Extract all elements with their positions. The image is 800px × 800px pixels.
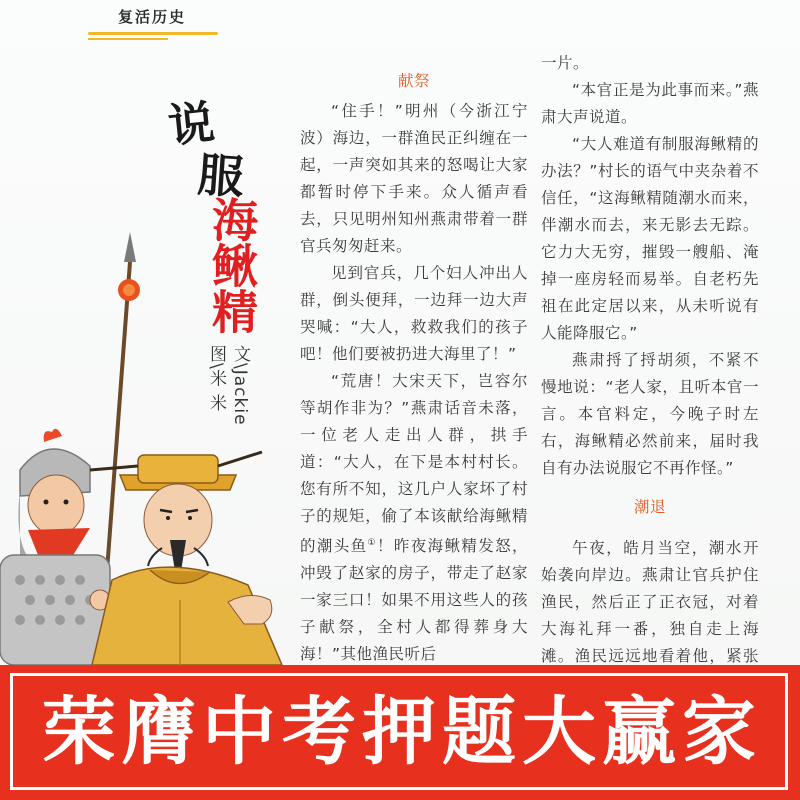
- guard-figure-illustration: [0, 429, 110, 665]
- text-column-2: [541, 50, 759, 697]
- paragraph: “住手！”明州（今浙江宁波）海边，一群渔民正纠缠在一起，一声突如其来的怒喝让大家都暂时停下手来。众人循声看去，只见明州知州燕肃带着一群官兵匆匆赶来。: [300, 102, 528, 255]
- section-heading-ebb: 潮退: [633, 498, 666, 516]
- official-figure-illustration: [90, 452, 282, 665]
- footnote-marker: ①: [367, 538, 377, 548]
- title-red: 海鳅精: [205, 196, 259, 334]
- promo-banner-text: 荣膺中考押题大赢家: [42, 689, 762, 775]
- paragraph: “大人难道有制服海鳅精的办法？”村长的语气中夹杂着不信任，“这海鳅精随潮水而来，伴潮水而去，来无影去无踪。它力大无穷，摧毁一艘船、淹掉一座房轻而易举。自老朽先祖在此定居以来，从未听说有人能降服它。”: [541, 135, 759, 342]
- section-heading-sacrifice: 献祭: [397, 72, 430, 90]
- paragraph-text: ！昨夜海鳅精发怒，冲毁了赵家的房子，带走了赵家一家三口！如果不用这些人的孩子献祭，全村人都得葬身大海！”其他渔民听后: [300, 537, 528, 664]
- column-label: 复活历史: [118, 8, 187, 26]
- paragraph: 一片。: [541, 54, 590, 72]
- title-char-2: 服: [195, 147, 246, 205]
- byline-illustrator: 图\米 米: [206, 345, 226, 413]
- title-char-1: 说: [165, 94, 218, 154]
- byline-author: 文\Jackie: [230, 345, 250, 426]
- paragraph: 午夜，皓月当空，潮水开始袭向岸边。燕肃让官兵护住渔民，然后正了正衣冠，对着大海礼拜一番，独自走上海滩。渔民远远地看着他，紧张: [541, 539, 759, 665]
- paragraph-text: “荒唐！大宋天下，岂容尔等胡作非为？”燕肃话音未落，一位老人走出人群，拱手道：“大人，在下是本村村长。您有所不知，这几户人家坏了村子的规矩，偷了本该献给海鳅精的潮头鱼: [300, 372, 528, 556]
- paragraph: “本官正是为此事而来。”燕肃大声说道。: [541, 81, 759, 126]
- paragraph: 燕肃捋了捋胡须，不紧不慢地说：“老人家，且听本官一言。本官料定，今晚子时左右，海鳅精必然前来，届时我自有办法说服它不再作怪。”: [541, 351, 759, 477]
- text-column-1: [300, 72, 528, 668]
- promo-banner-frame: [10, 673, 788, 790]
- paragraph: 见到官兵，几个妇人冲出人群，倒头便拜，一边拜一边大声哭喊：“大人，救救我们的孩子吧！他们要被扔进大海里了！”: [300, 264, 528, 363]
- column-label-underline: [88, 32, 218, 35]
- promo-banner: [0, 665, 800, 800]
- paragraph: [300, 368, 528, 668]
